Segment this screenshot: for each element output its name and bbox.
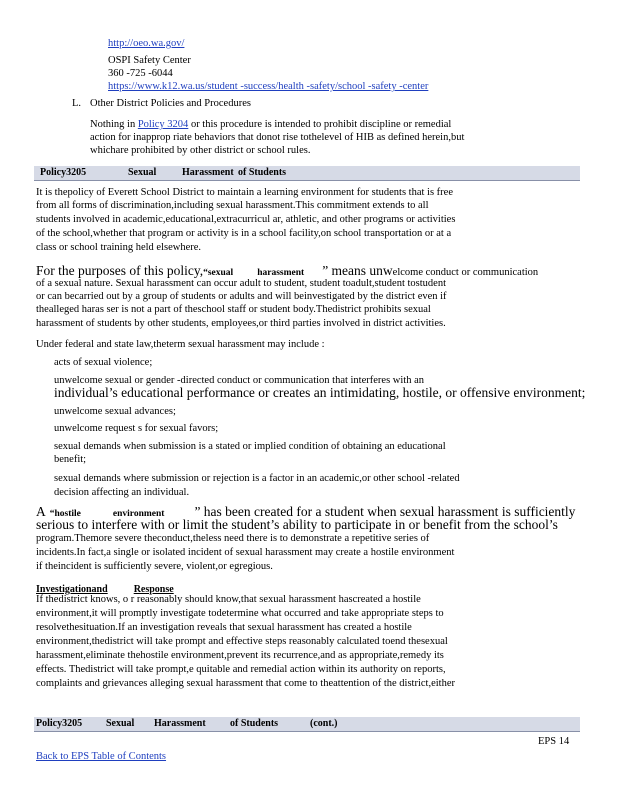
oeo-url-link[interactable]: http://oeo.wa.gov/: [108, 38, 185, 49]
nothing-pre: Nothing in: [90, 119, 136, 130]
hostile-line3: program.Themore severe theconduct,theless need there is to demonstrate a repetitive series of: [36, 533, 430, 544]
ospi-url-link[interactable]: https://www.k12.wa.us/student -success/health -safety/school -safety -center: [108, 81, 429, 92]
investigation-line: harassment,eliminate thehostile environment,prevent its recurrence,and as appropriate,remedy its: [36, 650, 444, 661]
item-l-heading: Other District Policies and Procedures: [90, 98, 251, 109]
para2-line: or can becarried out by a group of students or adults and will beinvestigated by the district even if: [36, 291, 447, 302]
bullet-item: sexual demands when submission is a stated or implied condition of obtaining an educational: [54, 441, 446, 452]
hostile-environment: environment: [112, 509, 165, 519]
investigation-line: resolvethesituation.If an investigation reveals that sexual harassment has created a hostile: [36, 622, 412, 633]
para2-term: harassment: [257, 268, 305, 278]
bullet-item: unwelcome sexual or gender -directed conduct or communication that interferes with an: [54, 375, 424, 386]
policy-title-harassment: Harassment: [182, 167, 234, 178]
bullet-item: acts of sexual violence;: [54, 357, 153, 368]
bullet-item: sexual demands where submission or rejection is a factor in an academic,or other school -related: [54, 473, 460, 484]
footer-policy-number: Policy3205: [36, 718, 83, 729]
para2-line: of a sexual nature. Sexual harassment can occur adult to student, student toadult,student tostudent: [36, 278, 446, 289]
investigation-line: environment,thedistrict will take prompt and effective steps reasonably calculated toend thesexual: [36, 636, 448, 647]
footer-title-students: of Students: [230, 718, 279, 729]
investigation-line: effects. Thedistrict will take prompt,e quitable and remedial action within its authority on reports,: [36, 664, 446, 675]
para1-line: It is thepolicy of Everett School District to maintain a learning environment for students that is free: [36, 187, 453, 198]
para1-line: class or school training held elsewhere.: [36, 242, 202, 253]
policy-number: Policy3205: [40, 167, 87, 178]
para1-line: of the school,whether that program or activity is in a school facility,on school transportation or at a: [36, 228, 452, 239]
investigation-heading-b: Response: [133, 584, 174, 595]
hostile-quote: “hostile: [49, 509, 81, 519]
para2-means: ” means unw: [322, 263, 393, 278]
ospi-line: OSPI Safety Center: [108, 55, 191, 66]
hostile-a: A: [36, 504, 46, 519]
bullet-item: unwelcome sexual advances;: [54, 406, 176, 417]
hostile-line5: if theincident is sufficiently severe, violent,or egregious.: [36, 561, 273, 572]
nothing-line2: action for inapprop riate behaviors that donot rise tothelevel of HIB as defined herein,but: [90, 132, 465, 143]
para2-line: thealleged haras ser is not a part of theschool staff or student body.Thedistrict prohibits sexual: [36, 304, 431, 315]
investigation-heading-a: Investigationand: [36, 584, 108, 595]
page-number: EPS 14: [538, 736, 570, 747]
policy-header-bar: [34, 166, 580, 181]
para1-line: students involved in academic,educational,extracurricul ar, athletic, and other programs or activities: [36, 214, 456, 225]
para2-line: harassment of students by other students, employees,or third parties involved in district activities.: [36, 318, 446, 329]
item-l-marker: L.: [72, 98, 82, 109]
bullet-item: unwelcome request s for sexual favors;: [54, 423, 219, 434]
nothing-line3: whichare prohibited by other district or school rules.: [90, 145, 311, 156]
ospi-phone: 360 -725 -6044: [108, 68, 173, 79]
hostile-line4: incidents.In fact,a single or isolated incident of sexual harassment may create a hostile environment: [36, 547, 455, 558]
policy-footer-bar: [34, 717, 580, 732]
para2-quote-sexual: “sexual: [203, 268, 234, 278]
policy-3204-link[interactable]: Policy 3204: [137, 119, 189, 130]
policy-title-students: of Students: [238, 167, 287, 178]
footer-title-sexual: Sexual: [106, 718, 135, 729]
bullet-item-line2: decision affecting an individual.: [54, 487, 190, 498]
under-federal-line: Under federal and state law,theterm sexual harassment may include :: [36, 339, 325, 350]
para2-rest1: elcome conduct or communication: [392, 267, 539, 278]
investigation-line: If thedistrict knows, o r reasonably should know,that sexual harassment hascreated a hostile: [36, 594, 421, 605]
footer-title-harassment: Harassment: [154, 718, 206, 729]
investigation-line: complaints and grievances alleging sexual harassment that come to theattention of the district,either: [36, 678, 455, 689]
bullet-item-line2: individual’s educational performance or creates an intimidating, hostile, or offensive environment;: [54, 385, 586, 400]
bullet-item-line2: benefit;: [54, 454, 87, 465]
policy-title-sexual: Sexual: [128, 167, 157, 178]
investigation-line: environment,it will promptly investigate todetermine what occurred and take appropriate steps to: [36, 608, 444, 619]
back-to-toc-link[interactable]: Back to EPS Table of Contents: [36, 751, 167, 762]
nothing-line1: [90, 118, 451, 132]
hostile-line2: serious to interfere with or limit the student’s ability to participate in or benefit from the school’s: [36, 517, 558, 532]
nothing-post: or this procedure is intended to prohibit discipline or remedial: [190, 119, 452, 130]
footer-cont: (cont.): [310, 718, 338, 729]
para1-line: from all forms of discrimination,including sexual harassment.This commitment extends to all: [36, 200, 429, 211]
para2-lead: For the purposes of this policy,: [36, 263, 204, 278]
hostile-rest: ” has been created for a student when sexual harassment is sufficiently: [194, 504, 576, 519]
